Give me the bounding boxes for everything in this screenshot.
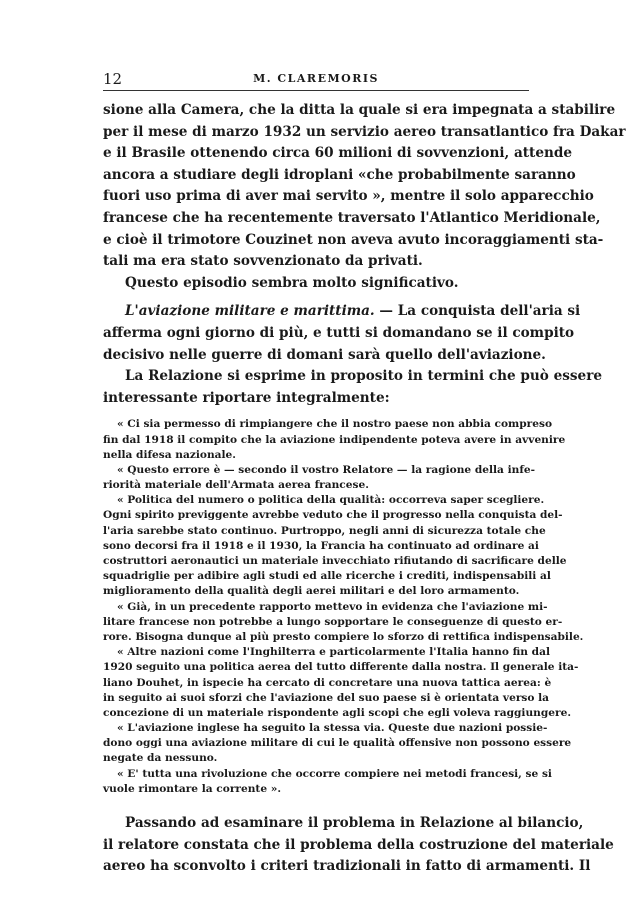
text-line: aereo ha sconvolto i criteri tradizionali in fatto di armamenti. Il <box>103 858 591 875</box>
text-line: e cioè il trimotore Couzinet non aveva avuto incoraggiamenti sta- <box>103 231 604 248</box>
quote-line: « Altre nazioni come l'Inghilterra e particolarmente l'Italia hanno fin dal <box>117 646 550 659</box>
header-rule <box>103 90 529 91</box>
paragraph-1 <box>103 100 626 294</box>
quote-line: « Già, in un precedente rapporto mettevo in evidenza che l'aviazione mi- <box>117 600 548 613</box>
text-line: L'aviazione militare e marittima. — La conquista dell'aria si <box>125 303 581 320</box>
quote-line: negate da nessuno. <box>103 752 218 765</box>
page-body <box>103 100 626 878</box>
quote-line: rore. Bisogna dunque al più presto compiere lo sforzo di rettifica indispensabile. <box>103 630 584 643</box>
text-line: interessante riportare integralmente: <box>103 389 390 406</box>
quote-line: riorità materiale dell'Armata aerea francese. <box>103 479 369 492</box>
quote-line: in seguito ai suoi sforzi che l'aviazione del suo paese si è orientata verso la <box>103 691 550 704</box>
quote-line: miglioramento della qualità degli aerei militari e del loro armamento. <box>103 585 520 598</box>
quotation-block <box>103 417 584 797</box>
quote-line: « Politica del numero o politica della qualità: occorreva saper scegliere. <box>117 494 545 507</box>
quote-line: 1920 seguito una politica aerea del tutto differente dalla nostra. Il generale ita- <box>103 661 579 674</box>
section-aviazione <box>103 301 603 409</box>
quote-line: « Questo errore è — secondo il vostro Relatore — la ragione della infe- <box>117 463 536 476</box>
quote-line: concezione di un materiale rispondente agli scopi che egli voleva raggiungere. <box>103 706 572 719</box>
section-title: L'aviazione militare e marittima. <box>125 303 375 320</box>
text-line: ancora a studiare degli idroplani «che probabilmente saranno <box>103 166 576 183</box>
quote-line: l'aria sarebbe stato continuo. Purtroppo, negli anni di sicurezza totale che <box>103 524 546 537</box>
quote-line: fin dal 1918 il compito che la aviazione indipendente poteva avere in avvenire <box>103 433 566 446</box>
quote-line: sono decorsi fra il 1918 e il 1930, la Francia ha continuato ad ordinare ai <box>103 539 539 552</box>
quote-line: vuole rimontare la corrente ». <box>103 782 282 795</box>
running-title: M. CLAREMORIS <box>253 72 379 85</box>
text-line: fuori uso prima di aver mai servito », mentre il solo apparecchio <box>103 188 594 205</box>
quote-line: dono oggi una aviazione militare di cui le qualità offensive non possono essere <box>103 737 572 750</box>
text-line: Passando ad esaminare il problema in Relazione al bilancio, <box>125 815 584 831</box>
text-line: per il mese di marzo 1932 un servizio aereo transatlantico fra Dakar <box>103 123 626 140</box>
quote-line: « Ci sia permesso di rimpiangere che il nostro paese non abbia compreso <box>117 418 553 431</box>
quote-line: Ogni spirito previggente avrebbe veduto che il progresso nella conquista del- <box>103 509 563 522</box>
text-line: francese che ha recentemente traversato l'Atlantico Meridionale, <box>103 209 601 226</box>
quote-line: liano Douhet, in ispecie ha cercato di concretare una nuova tattica aerea: è <box>103 676 552 689</box>
quote-line: costruttori aeronautici un materiale invecchiato rifiutando di sacrificare delle <box>103 555 567 567</box>
page-number: 12 <box>103 70 123 88</box>
text-line: il relatore constata che il problema della costruzione del materiale <box>103 836 614 853</box>
quote-line: « E' tutta una rivoluzione che occorre compiere nei metodi francesi, se si <box>117 767 552 780</box>
quote-line: « L'aviazione inglese ha seguito la stessa via. Queste due nazioni possie- <box>117 722 548 735</box>
text-line: e il Brasile ottenendo circa 60 milioni di sovvenzioni, attende <box>103 145 573 162</box>
text-line: La Relazione si esprime in proposito in termini che può essere <box>125 368 603 385</box>
text-line: decisivo nelle guerre di domani sarà quello dell'aviazione. <box>103 346 546 363</box>
quote-line: squadriglie per adibire agli studi ed alle ricerche i crediti, indispensabili al <box>103 570 551 583</box>
text-line: sione alla Camera, che la ditta la quale si era impegnata a stabilire <box>103 102 616 118</box>
paragraph-final <box>103 813 614 878</box>
text-line: afferma ogni giorno di più, e tutti si domandano se il compito <box>103 324 575 341</box>
text-line: tali ma era stato sovvenzionato da privati. <box>103 253 423 270</box>
quote-line: nella difesa nazionale. <box>103 448 236 461</box>
paragraph-2: Questo episodio sembra molto significativo. <box>125 274 459 291</box>
quote-line: litare francese non potrebbe a lungo sopportare le conseguenze di questo er- <box>103 615 563 628</box>
